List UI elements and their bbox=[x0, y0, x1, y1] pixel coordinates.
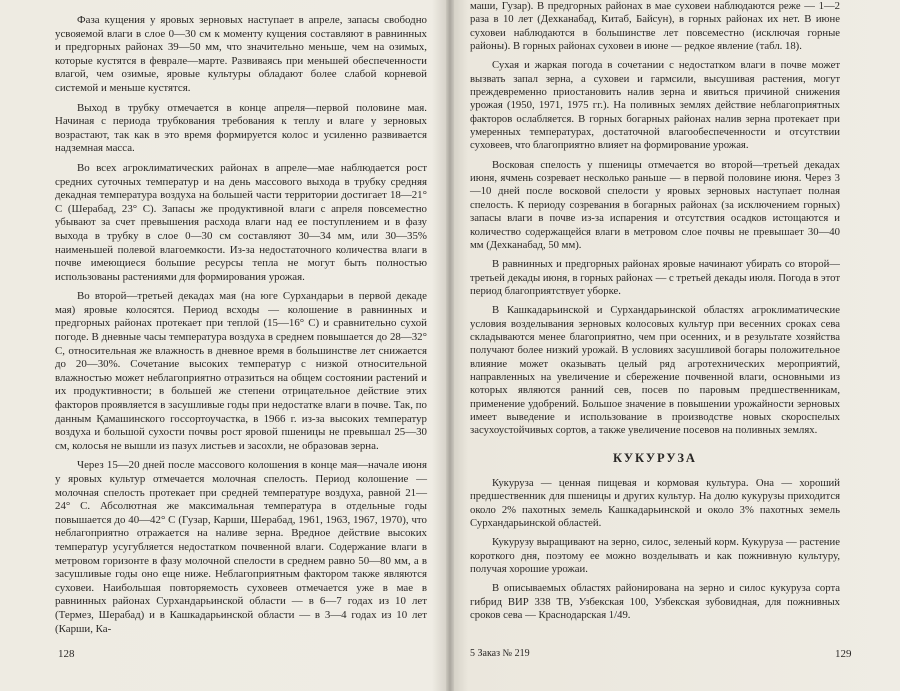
paragraph: Восковая спелость у пшеницы отмечается во второй—третьей декадах июня, ячмень созревает несколько раньше — в первой половине июня. Через 3—10 дней после восковой спелости у яровых зерновых наступает полная спелость. К периоду созревания в богарных районах (за исключением горных) запасы влаги в почве из-за испарения и отсутствия осадков истощаются и количество содержащейся влаги в метровом слое почвы не превышает 30—40 мм (Дехканабад, 50 мм). bbox=[470, 158, 840, 251]
paragraph: Кукуруза — ценная пищевая и кормовая культура. Она — хороший предшественник для пшеницы и других культур. На долю кукурузы приходится около 2% пахотных земель Кашкадарьинской и около 3% пахотных земель Сурхандарьинской областей. bbox=[470, 477, 840, 530]
page-number-left: 128 bbox=[58, 648, 75, 660]
paragraph: В описываемых областях районирована на зерно и силос кукуруза сорта гибрид ВИР 338 ТВ, Узбекская 100, Узбекская зубовидная, для пожнивных сроков сева — Краснодарская 1/49. bbox=[470, 582, 840, 622]
paragraph: Фаза кущения у яровых зерновых наступает в апреле, запасы свободно усвояемой влаги в слое 0—30 см к моменту кущения составляют в равнинных и предгорных районах 39—50 мм, что значительно меньше, чем на озимых, которые кустятся в феврале—марте. Развиваясь при меньшей обеспеченности влагой, чем озимые, яровые культуры обладают более слабой корневой системой и меньше кустятся. bbox=[55, 14, 427, 94]
printer-signature: 5 Заказ № 219 bbox=[470, 648, 530, 659]
section-title: КУКУРУЗА bbox=[613, 450, 697, 465]
book-gutter bbox=[446, 0, 454, 691]
page-number-right: 129 bbox=[835, 648, 852, 660]
paragraph: В равнинных и предгорных районах яровые начинают убирать со второй—третьей декады июня, в горных районах — с третьей декады июля. Погода в этот период благоприятствует уборке. bbox=[470, 258, 840, 297]
paragraph: Сухая и жаркая погода в сочетании с недостатком влаги в почве может вызвать запал зерна, а суховеи и гармсили, высушивая растения, могут преждевременно приостановить налив зерна и явиться причиной снижения урожая (1950, 1971, 1975 гг.). На поливных землях действие неблагоприятных факторов ослабляется. В горных богарных районах налив зерна протекает при умеренных температурах, достаточной влагообеспеченности и отсутствии суховеев, что благоприятно влияет на формирование урожая. bbox=[470, 59, 840, 152]
paragraph: Кукурузу выращивают на зерно, силос, зеленый корм. Кукуруза — растение короткого дня, поэтому ее можно возделывать и как пожнивную культуру, получая хорошие урожаи. bbox=[470, 536, 840, 576]
paragraph: маши, Гузар). В предгорных районах в мае суховеи наблюдаются реже — 1—2 раза в 10 лет (Дехканабад, Китаб, Байсун), в горных районах их нет. В июне суховеи наблюдаются в большинстве лет повсеместно (исключая горные районы). В горных районах суховеи в июне — редкое явление (табл. 18). bbox=[470, 0, 840, 53]
paragraph: Выход в трубку отмечается в конце апреля—первой половине мая. Начиная с периода трубкования требования к теплу и влаге у зерновых возрастают, так как в это время формируется колос и усиленно развивается надземная масса. bbox=[55, 101, 427, 155]
paragraph: В Кашкадарьинской и Сурхандарьинской областях агроклиматические условия возделывания зерновых колосовых культур при весенних сроках сева складываются менее благоприятно, чем при осенних, и в результате хозяйства получают более низкий урожай. В условиях засушливой богары положительное влияние может оказывать целый ряд агротехнических мероприятий, направленных на увеличение и сбережение почвенной влаги, основными из которых являются ранний сев, посев по паровым предшественникам, применение удобрений. Большое значение в повышении урожайности зерновых имеет выведение и использование в производстве новых скороспелых засухоустойчивых сортов, а также увеличение посевов на поливных землях. bbox=[470, 304, 840, 437]
left-page bbox=[55, 14, 427, 636]
paragraph: Во второй—третьей декадах мая (на юге Сурхандарьи в первой декаде мая) яровые колосятся. Период всходы — колошение в равнинных и предгорных районах протекает при теплой (15—16° С) и сравнительно сухой погоде. В дневные часы температура воздуха в среднем повышается до 28—32° С, относительная же влажность в дневное время в большинстве лет снижается до 20—30%. Сочетание высоких температур с низкой относительной влажностью может неблагоприятно отразиться на общем состоянии растений и их продуктивности; в большей же степени отрицательное действие этих факторов проявляется в засушливые годы при недостатке влаги в почве. Так, по данным Қамашинского госсортоучастка, в 1966 г. из-за высоких температур воздуха и большой сухости почвы рост яровой пшеницы не превышал 25—30 см, колосья не вышли из пазух листьев и засохли, не образовав зерна. bbox=[55, 290, 427, 452]
right-page bbox=[470, 0, 840, 622]
paragraph: Во всех агроклиматических районах в апреле—мае наблюдается рост средних суточных температур и на день массового выхода в трубку средняя декадная температура воздуха на большей части территории достигает 18—21° С (Шерабад, 23° С). Запасы же продуктивной влаги с апреля повсеместно убывают за счет превышения расхода влаги над ее поступлением и в фазу выхода в трубку в слое 0—30 см составляют 30—34 мм, или 30—35% наименьшей полевой влагоемкости. Из-за недостаточного количества влаги в почве имеющиеся большие ресурсы тепла не могут быть полностью использованы растениями для формирования урожая. bbox=[55, 161, 427, 283]
paragraph: Через 15—20 дней после массового колошения в конце мая—начале июня у яровых культур отмечается молочная спелость. Период колошение — молочная спелость протекает при средней температуре воздуха, равной 21—24° С. Абсолютная же максимальная температура в отдельные годы повышается до 40—42° С (Гузар, Карши, Шерабад, 1961, 1963, 1967, 1970), что неблагоприятно отражается на наливе зерна. Вредное действие высоких температур усугубляется недостатком почвенной влаги. Содержание влаги в метровом горизонте в фазу молочной спелости в среднем равно 50—80 мм, а в засушливые годы оно еще ниже. Неблагоприятным фактором также являются суховеи. Наибольшая повторяемость суховеев отмечается уже в мае в равнинных районах Сурхандарьинской области — в 6—7 годах из 10 лет (Термез, Шерабад) и в Кашкадарьинской области — в 3—4 годах из 10 лет (Карши, Ка- bbox=[55, 459, 427, 635]
